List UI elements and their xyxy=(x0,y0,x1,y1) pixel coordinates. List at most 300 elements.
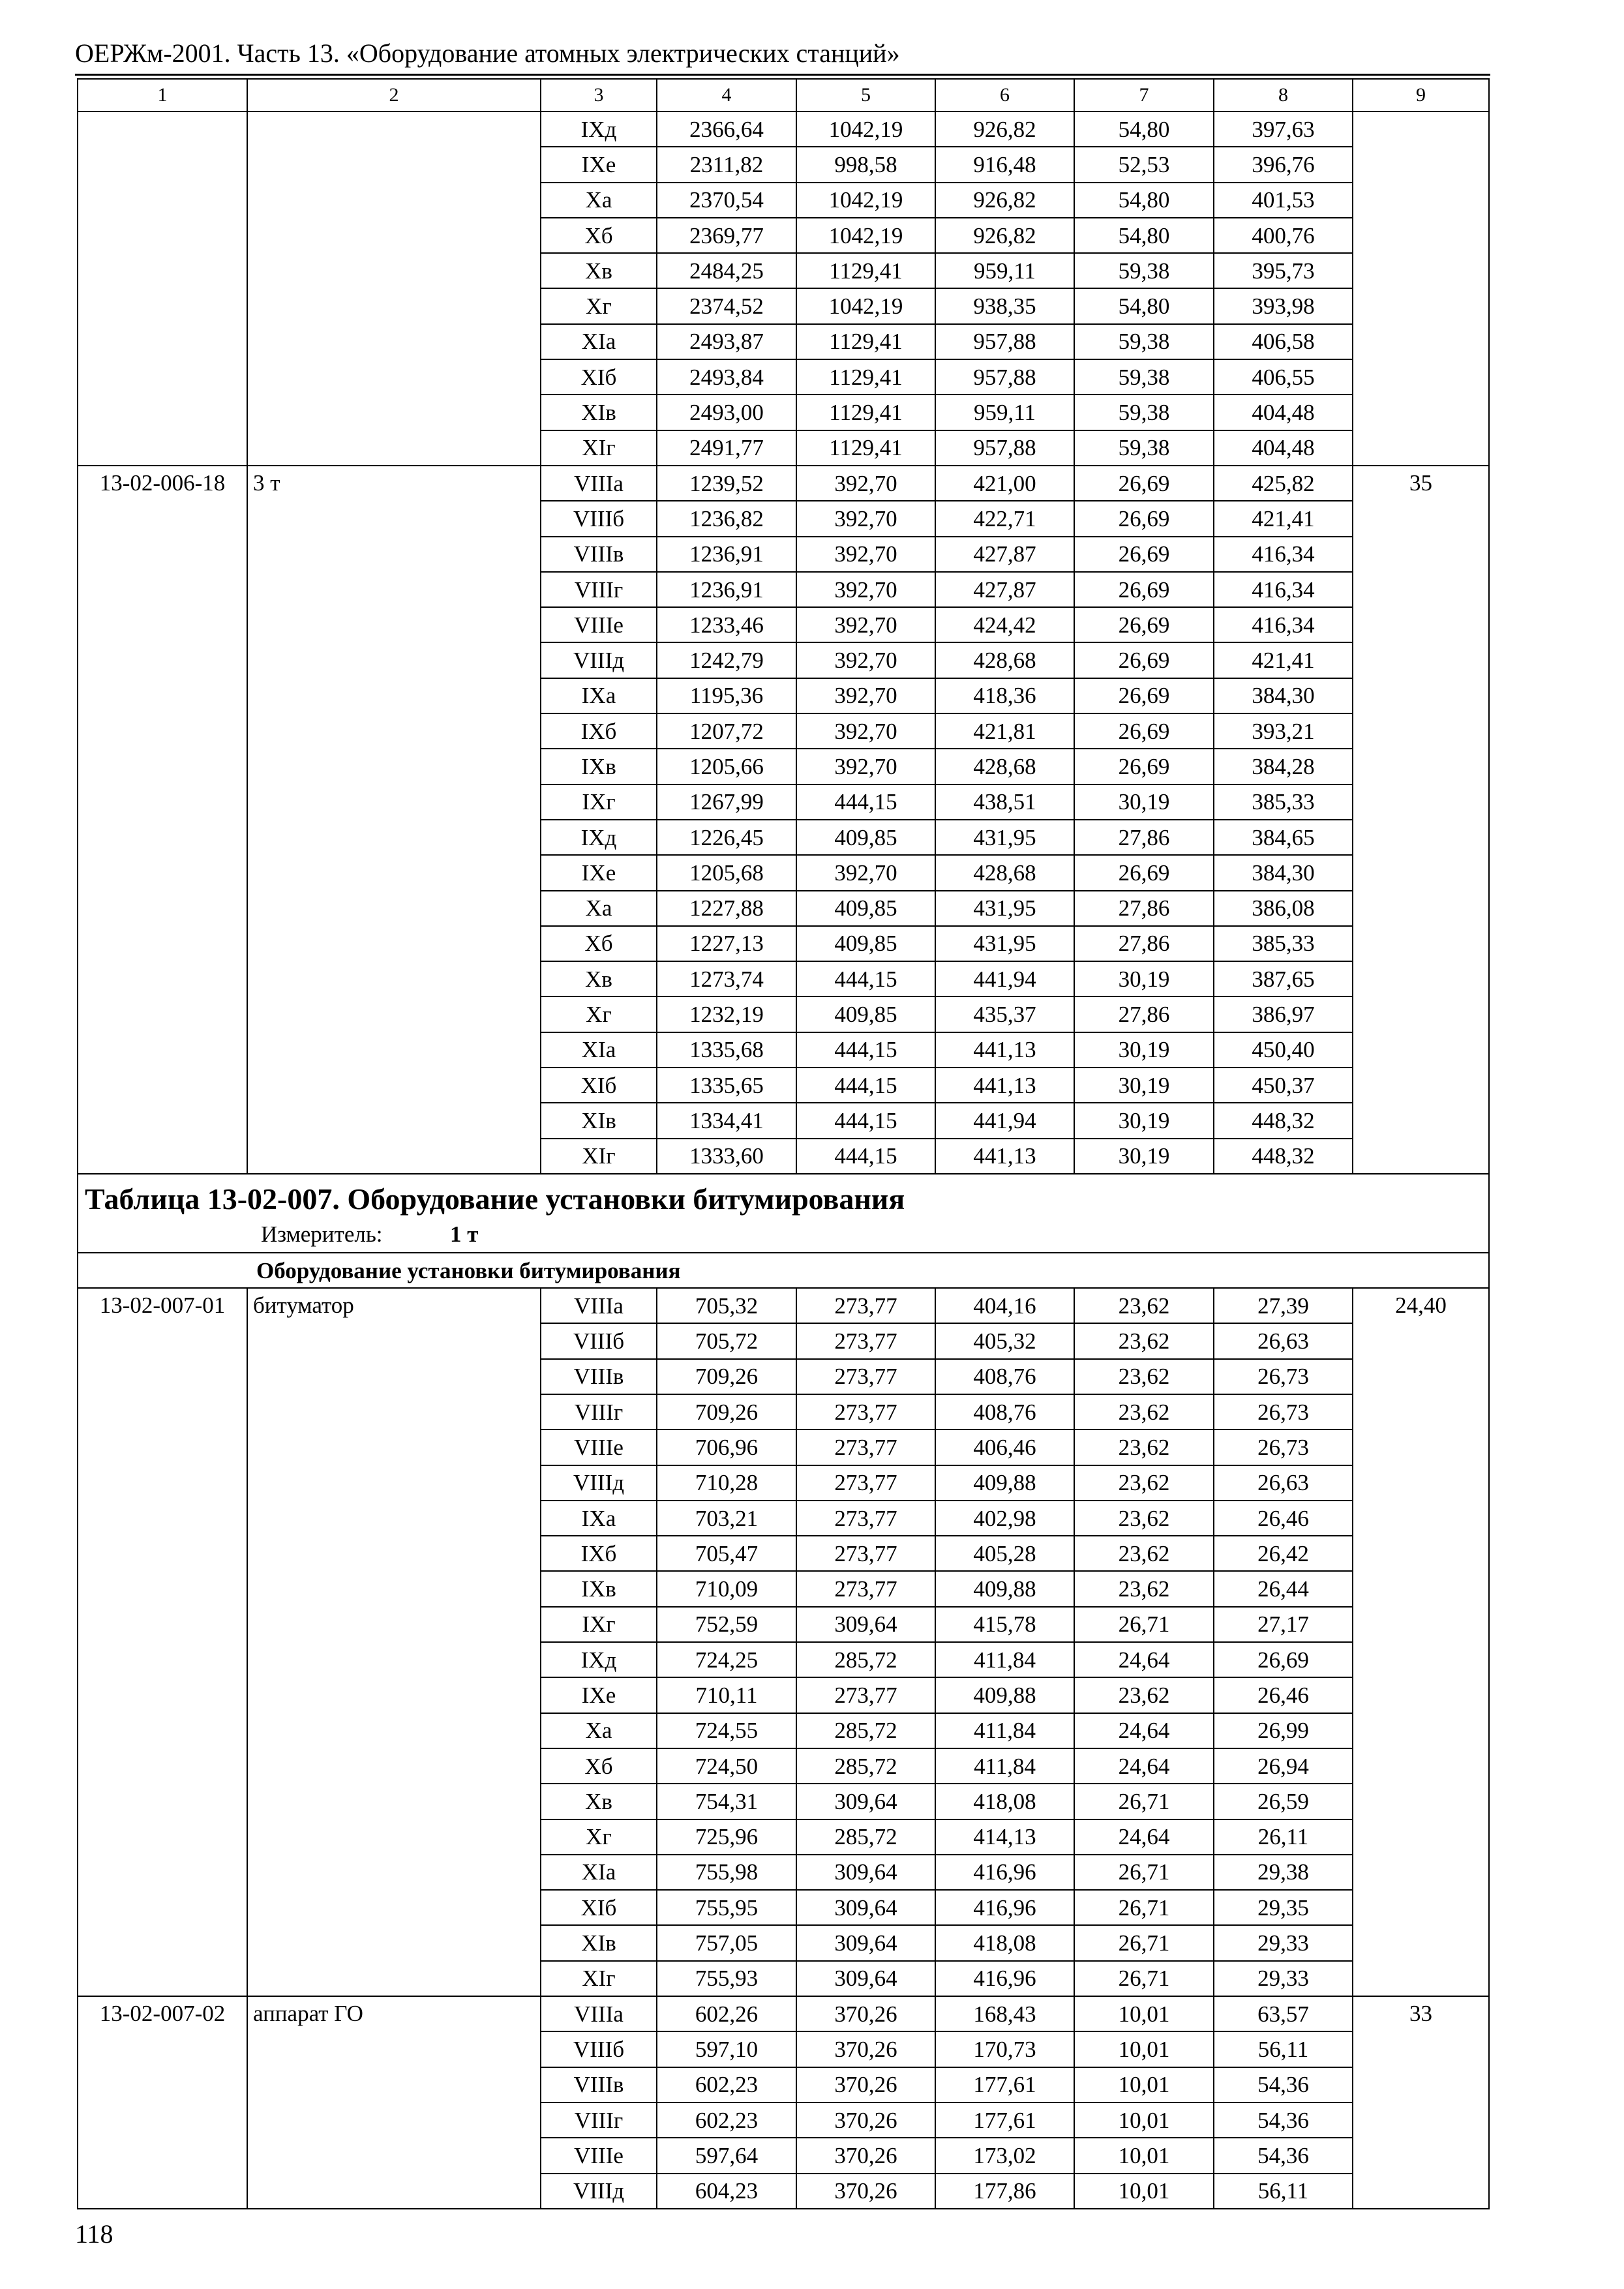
value-cell: 387,65 xyxy=(1214,961,1353,996)
value-cell: 392,70 xyxy=(796,572,935,607)
value-cell: 1236,82 xyxy=(657,501,796,536)
value-cell: 26,99 xyxy=(1214,1713,1353,1748)
value-cell: 27,86 xyxy=(1074,996,1214,1032)
value-cell: 309,64 xyxy=(796,1925,935,1960)
value-cell: 2493,87 xyxy=(657,324,796,359)
value-cell: 1267,99 xyxy=(657,785,796,820)
value-cell: 26,71 xyxy=(1074,1961,1214,1996)
value-cell: 709,26 xyxy=(657,1394,796,1429)
value-cell: 604,23 xyxy=(657,2174,796,2209)
table-row xyxy=(78,466,1489,501)
value-cell: 26,71 xyxy=(1074,1925,1214,1960)
document-header: ОЕРЖм-2001. Часть 13. «Оборудование атомных электрических станций» xyxy=(75,38,900,68)
zone-cell: VIIIг xyxy=(541,2102,657,2138)
value-cell: 1236,91 xyxy=(657,537,796,572)
value-cell: 370,26 xyxy=(796,2031,935,2067)
value-cell: 414,13 xyxy=(935,1819,1074,1855)
zone-cell: VIIIе xyxy=(541,1429,657,1465)
zone-cell: VIIIа xyxy=(541,1996,657,2031)
zone-cell: Xг xyxy=(541,1819,657,1855)
value-cell: 392,70 xyxy=(796,537,935,572)
value-cell: 26,69 xyxy=(1074,678,1214,713)
value-cell: 957,88 xyxy=(935,324,1074,359)
value-cell: 959,11 xyxy=(935,395,1074,430)
value-cell: 285,72 xyxy=(796,1642,935,1677)
value-cell: 1333,60 xyxy=(657,1139,796,1174)
value-cell: 404,48 xyxy=(1214,430,1353,466)
value-cell: 448,32 xyxy=(1214,1139,1353,1174)
zone-cell: IXе xyxy=(541,1677,657,1713)
value-cell: 52,53 xyxy=(1074,147,1214,182)
value-cell: 26,69 xyxy=(1074,466,1214,501)
value-cell: 1042,19 xyxy=(796,288,935,323)
value-cell: 1335,65 xyxy=(657,1068,796,1103)
value-cell: 424,42 xyxy=(935,607,1074,642)
value-cell: 411,84 xyxy=(935,1713,1074,1748)
zone-cell: IXг xyxy=(541,785,657,820)
value-cell: 2370,54 xyxy=(657,183,796,218)
value-cell: 54,36 xyxy=(1214,2102,1353,2138)
column-number: 5 xyxy=(796,79,935,112)
value-cell: 30,19 xyxy=(1074,1068,1214,1103)
value-cell: 386,97 xyxy=(1214,996,1353,1032)
value-cell: 26,71 xyxy=(1074,1855,1214,1890)
value-cell: 409,85 xyxy=(796,926,935,961)
value-cell: 392,70 xyxy=(796,855,935,890)
value-cell: 26,94 xyxy=(1214,1748,1353,1784)
name-cell: 3 т xyxy=(247,466,541,1174)
value-cell: 1042,19 xyxy=(796,218,935,253)
value-cell: 1335,68 xyxy=(657,1032,796,1068)
value-cell: 59,38 xyxy=(1074,430,1214,466)
value-cell: 1227,13 xyxy=(657,926,796,961)
value-cell: 1205,68 xyxy=(657,855,796,890)
value-cell: 26,42 xyxy=(1214,1536,1353,1571)
value-cell: 29,33 xyxy=(1214,1961,1353,1996)
value-cell: 26,69 xyxy=(1074,607,1214,642)
value-cell: 450,40 xyxy=(1214,1032,1353,1068)
value-cell: 27,86 xyxy=(1074,820,1214,855)
value-cell: 602,23 xyxy=(657,2102,796,2138)
value-cell: 26,69 xyxy=(1074,642,1214,678)
zone-cell: Xв xyxy=(541,253,657,288)
zone-cell: Xа xyxy=(541,1713,657,1748)
value-cell: 406,55 xyxy=(1214,359,1353,395)
zone-cell: IXв xyxy=(541,749,657,784)
value-cell: 416,96 xyxy=(935,1890,1074,1925)
value-cell: 406,58 xyxy=(1214,324,1353,359)
value-cell: 1334,41 xyxy=(657,1103,796,1138)
value-cell: 26,71 xyxy=(1074,1784,1214,1819)
value-cell: 285,72 xyxy=(796,1713,935,1748)
value-cell: 441,94 xyxy=(935,961,1074,996)
section-title-row xyxy=(78,1253,1489,1288)
value-cell: 24,64 xyxy=(1074,1748,1214,1784)
value-cell: 273,77 xyxy=(796,1429,935,1465)
zone-cell: XIг xyxy=(541,430,657,466)
header-divider xyxy=(75,74,1490,76)
value-cell: 757,05 xyxy=(657,1925,796,1960)
value-cell: 23,62 xyxy=(1074,1536,1214,1571)
value-cell: 385,33 xyxy=(1214,926,1353,961)
value-cell: 30,19 xyxy=(1074,1103,1214,1138)
value-cell: 273,77 xyxy=(796,1677,935,1713)
value-cell: 998,58 xyxy=(796,147,935,182)
value-cell: 26,71 xyxy=(1074,1607,1214,1642)
zone-cell: VIIIб xyxy=(541,1323,657,1358)
zone-cell: Xв xyxy=(541,961,657,996)
value-cell: 1129,41 xyxy=(796,253,935,288)
value-cell: 26,71 xyxy=(1074,1890,1214,1925)
value-cell: 23,62 xyxy=(1074,1323,1214,1358)
value-cell: 173,02 xyxy=(935,2138,1074,2173)
value-cell: 385,33 xyxy=(1214,785,1353,820)
value-cell: 30,19 xyxy=(1074,1139,1214,1174)
value-cell: 705,72 xyxy=(657,1323,796,1358)
zone-cell: XIв xyxy=(541,1925,657,1960)
value-cell: 724,55 xyxy=(657,1713,796,1748)
value-cell: 415,78 xyxy=(935,1607,1074,1642)
value-cell: 177,61 xyxy=(935,2102,1074,2138)
value-cell: 2311,82 xyxy=(657,147,796,182)
value-cell: 26,46 xyxy=(1214,1677,1353,1713)
table-row xyxy=(78,1996,1489,2031)
value-cell: 408,76 xyxy=(935,1394,1074,1429)
zone-cell: IXд xyxy=(541,112,657,147)
zone-cell: VIIIд xyxy=(541,1465,657,1501)
value-cell: 428,68 xyxy=(935,749,1074,784)
code-cell xyxy=(78,112,247,466)
value-cell: 27,86 xyxy=(1074,891,1214,926)
value-cell: 10,01 xyxy=(1074,2102,1214,2138)
value-cell: 926,82 xyxy=(935,112,1074,147)
zone-cell: VIIIе xyxy=(541,2138,657,2173)
col9-cell xyxy=(1353,112,1489,466)
column-number: 6 xyxy=(935,79,1074,112)
value-cell: 26,44 xyxy=(1214,1571,1353,1606)
table-title: Таблица 13-02-007. Оборудование установки битумирования xyxy=(85,1182,905,1216)
value-cell: 418,08 xyxy=(935,1925,1074,1960)
value-cell: 444,15 xyxy=(796,1068,935,1103)
value-cell: 402,98 xyxy=(935,1501,1074,1536)
value-cell: 273,77 xyxy=(796,1536,935,1571)
value-cell: 916,48 xyxy=(935,147,1074,182)
zone-cell: IXг xyxy=(541,1607,657,1642)
zone-cell: VIIIе xyxy=(541,607,657,642)
value-cell: 427,87 xyxy=(935,572,1074,607)
value-cell: 392,70 xyxy=(796,607,935,642)
value-cell: 384,65 xyxy=(1214,820,1353,855)
value-cell: 926,82 xyxy=(935,218,1074,253)
value-cell: 10,01 xyxy=(1074,2138,1214,2173)
value-cell: 431,95 xyxy=(935,926,1074,961)
zone-cell: IXа xyxy=(541,678,657,713)
value-cell: 54,80 xyxy=(1074,183,1214,218)
value-cell: 1239,52 xyxy=(657,466,796,501)
value-cell: 26,69 xyxy=(1074,855,1214,890)
zone-cell: XIб xyxy=(541,1068,657,1103)
value-cell: 409,88 xyxy=(935,1677,1074,1713)
column-number: 2 xyxy=(247,79,541,112)
value-cell: 26,46 xyxy=(1214,1501,1353,1536)
zone-cell: VIIIг xyxy=(541,572,657,607)
value-cell: 24,64 xyxy=(1074,1713,1214,1748)
zone-cell: XIа xyxy=(541,324,657,359)
zone-cell: IXд xyxy=(541,820,657,855)
value-cell: 416,34 xyxy=(1214,537,1353,572)
value-cell: 409,88 xyxy=(935,1465,1074,1501)
value-cell: 273,77 xyxy=(796,1571,935,1606)
value-cell: 406,46 xyxy=(935,1429,1074,1465)
value-cell: 926,82 xyxy=(935,183,1074,218)
value-cell: 54,80 xyxy=(1074,112,1214,147)
value-cell: 710,09 xyxy=(657,1571,796,1606)
table-title-cell xyxy=(78,1174,1489,1253)
value-cell: 959,11 xyxy=(935,253,1074,288)
value-cell: 448,32 xyxy=(1214,1103,1353,1138)
value-cell: 273,77 xyxy=(796,1394,935,1429)
value-cell: 26,69 xyxy=(1074,749,1214,784)
zone-cell: XIв xyxy=(541,1103,657,1138)
value-cell: 1042,19 xyxy=(796,183,935,218)
value-cell: 54,36 xyxy=(1214,2067,1353,2102)
value-cell: 422,71 xyxy=(935,501,1074,536)
value-cell: 418,36 xyxy=(935,678,1074,713)
value-cell: 56,11 xyxy=(1214,2031,1353,2067)
value-cell: 725,96 xyxy=(657,1819,796,1855)
value-cell: 384,28 xyxy=(1214,749,1353,784)
value-cell: 408,76 xyxy=(935,1359,1074,1394)
value-cell: 421,00 xyxy=(935,466,1074,501)
value-cell: 24,64 xyxy=(1074,1642,1214,1677)
meter-value: 1 т xyxy=(450,1221,479,1248)
zone-cell: VIIIв xyxy=(541,537,657,572)
value-cell: 26,69 xyxy=(1074,572,1214,607)
value-cell: 411,84 xyxy=(935,1748,1074,1784)
value-cell: 1042,19 xyxy=(796,112,935,147)
value-cell: 27,17 xyxy=(1214,1607,1353,1642)
value-cell: 170,73 xyxy=(935,2031,1074,2067)
value-cell: 1227,88 xyxy=(657,891,796,926)
value-cell: 705,32 xyxy=(657,1288,796,1323)
value-cell: 10,01 xyxy=(1074,1996,1214,2031)
zone-cell: Xа xyxy=(541,891,657,926)
value-cell: 597,64 xyxy=(657,2138,796,2173)
value-cell: 26,69 xyxy=(1214,1642,1353,1677)
value-cell: 285,72 xyxy=(796,1819,935,1855)
zone-cell: VIIIб xyxy=(541,2031,657,2067)
value-cell: 431,95 xyxy=(935,891,1074,926)
value-cell: 392,70 xyxy=(796,466,935,501)
value-cell: 2493,00 xyxy=(657,395,796,430)
value-cell: 30,19 xyxy=(1074,1032,1214,1068)
zone-cell: XIб xyxy=(541,359,657,395)
meter-line xyxy=(85,1221,1482,1252)
zone-cell: IXб xyxy=(541,1536,657,1571)
value-cell: 23,62 xyxy=(1074,1359,1214,1394)
value-cell: 2491,77 xyxy=(657,430,796,466)
value-cell: 411,84 xyxy=(935,1642,1074,1677)
zone-cell: VIIIв xyxy=(541,1359,657,1394)
value-cell: 392,70 xyxy=(796,678,935,713)
value-cell: 29,38 xyxy=(1214,1855,1353,1890)
value-cell: 724,25 xyxy=(657,1642,796,1677)
value-cell: 441,13 xyxy=(935,1068,1074,1103)
value-cell: 409,85 xyxy=(796,996,935,1032)
value-cell: 63,57 xyxy=(1214,1996,1353,2031)
value-cell: 444,15 xyxy=(796,1103,935,1138)
value-cell: 405,32 xyxy=(935,1323,1074,1358)
value-cell: 23,62 xyxy=(1074,1677,1214,1713)
value-cell: 309,64 xyxy=(796,1607,935,1642)
value-cell: 755,95 xyxy=(657,1890,796,1925)
value-cell: 2369,77 xyxy=(657,218,796,253)
value-cell: 370,26 xyxy=(796,1996,935,2031)
value-cell: 706,96 xyxy=(657,1429,796,1465)
value-cell: 438,51 xyxy=(935,785,1074,820)
value-cell: 54,80 xyxy=(1074,218,1214,253)
value-cell: 26,11 xyxy=(1214,1819,1353,1855)
zone-cell: Xг xyxy=(541,288,657,323)
value-cell: 59,38 xyxy=(1074,395,1214,430)
value-cell: 397,63 xyxy=(1214,112,1353,147)
value-cell: 54,80 xyxy=(1074,288,1214,323)
value-cell: 370,26 xyxy=(796,2102,935,2138)
value-cell: 400,76 xyxy=(1214,218,1353,253)
zone-cell: IXд xyxy=(541,1642,657,1677)
value-cell: 309,64 xyxy=(796,1890,935,1925)
col9-cell: 33 xyxy=(1353,1996,1489,2209)
value-cell: 1242,79 xyxy=(657,642,796,678)
value-cell: 705,47 xyxy=(657,1536,796,1571)
value-cell: 27,86 xyxy=(1074,926,1214,961)
value-cell: 273,77 xyxy=(796,1288,935,1323)
value-cell: 59,38 xyxy=(1074,359,1214,395)
column-number: 4 xyxy=(657,79,796,112)
value-cell: 409,85 xyxy=(796,891,935,926)
value-cell: 27,39 xyxy=(1214,1288,1353,1323)
value-cell: 421,41 xyxy=(1214,501,1353,536)
value-cell: 709,26 xyxy=(657,1359,796,1394)
value-cell: 392,70 xyxy=(796,713,935,749)
value-cell: 392,70 xyxy=(796,642,935,678)
section-title: Оборудование установки битумирования xyxy=(78,1253,1489,1288)
value-cell: 23,62 xyxy=(1074,1571,1214,1606)
value-cell: 1129,41 xyxy=(796,430,935,466)
value-cell: 10,01 xyxy=(1074,2031,1214,2067)
value-cell: 444,15 xyxy=(796,1032,935,1068)
value-cell: 1226,45 xyxy=(657,820,796,855)
value-cell: 370,26 xyxy=(796,2138,935,2173)
value-cell: 1129,41 xyxy=(796,324,935,359)
value-cell: 428,68 xyxy=(935,642,1074,678)
value-cell: 752,59 xyxy=(657,1607,796,1642)
value-cell: 2366,64 xyxy=(657,112,796,147)
value-cell: 401,53 xyxy=(1214,183,1353,218)
zone-cell: Xг xyxy=(541,996,657,1032)
value-cell: 404,48 xyxy=(1214,395,1353,430)
value-cell: 26,63 xyxy=(1214,1323,1353,1358)
value-cell: 938,35 xyxy=(935,288,1074,323)
value-cell: 370,26 xyxy=(796,2067,935,2102)
zone-cell: IXв xyxy=(541,1571,657,1606)
value-cell: 2374,52 xyxy=(657,288,796,323)
value-cell: 421,41 xyxy=(1214,642,1353,678)
code-cell: 13-02-006-18 xyxy=(78,466,247,1174)
value-cell: 23,62 xyxy=(1074,1394,1214,1429)
table-row xyxy=(78,112,1489,147)
value-cell: 26,73 xyxy=(1214,1429,1353,1465)
value-cell: 1207,72 xyxy=(657,713,796,749)
value-cell: 421,81 xyxy=(935,713,1074,749)
column-number: 3 xyxy=(541,79,657,112)
value-cell: 392,70 xyxy=(796,749,935,784)
value-cell: 393,21 xyxy=(1214,713,1353,749)
value-cell: 597,10 xyxy=(657,2031,796,2067)
code-cell: 13-02-007-02 xyxy=(78,1996,247,2209)
value-cell: 428,68 xyxy=(935,855,1074,890)
value-cell: 724,50 xyxy=(657,1748,796,1784)
value-cell: 23,62 xyxy=(1074,1429,1214,1465)
value-cell: 384,30 xyxy=(1214,678,1353,713)
value-cell: 754,31 xyxy=(657,1784,796,1819)
column-number: 8 xyxy=(1214,79,1353,112)
value-cell: 24,64 xyxy=(1074,1819,1214,1855)
value-cell: 425,82 xyxy=(1214,466,1353,501)
zone-cell: XIв xyxy=(541,395,657,430)
value-cell: 405,28 xyxy=(935,1536,1074,1571)
value-cell: 29,33 xyxy=(1214,1925,1353,1960)
zone-cell: XIа xyxy=(541,1032,657,1068)
value-cell: 273,77 xyxy=(796,1359,935,1394)
value-cell: 26,69 xyxy=(1074,501,1214,536)
value-cell: 29,35 xyxy=(1214,1890,1353,1925)
value-cell: 602,23 xyxy=(657,2067,796,2102)
value-cell: 10,01 xyxy=(1074,2067,1214,2102)
value-cell: 1236,91 xyxy=(657,572,796,607)
value-cell: 435,37 xyxy=(935,996,1074,1032)
value-cell: 273,77 xyxy=(796,1501,935,1536)
value-cell: 393,98 xyxy=(1214,288,1353,323)
value-cell: 404,16 xyxy=(935,1288,1074,1323)
column-number: 7 xyxy=(1074,79,1214,112)
column-number: 9 xyxy=(1353,79,1489,112)
value-cell: 396,76 xyxy=(1214,147,1353,182)
value-cell: 444,15 xyxy=(796,961,935,996)
value-cell: 370,26 xyxy=(796,2174,935,2209)
value-cell: 285,72 xyxy=(796,1748,935,1784)
value-cell: 56,11 xyxy=(1214,2174,1353,2209)
value-cell: 54,36 xyxy=(1214,2138,1353,2173)
zone-cell: Xа xyxy=(541,183,657,218)
value-cell: 755,98 xyxy=(657,1855,796,1890)
value-cell: 441,13 xyxy=(935,1032,1074,1068)
value-cell: 1195,36 xyxy=(657,678,796,713)
column-number-row xyxy=(78,79,1489,112)
zone-cell: XIа xyxy=(541,1855,657,1890)
value-cell: 710,28 xyxy=(657,1465,796,1501)
value-cell: 1232,19 xyxy=(657,996,796,1032)
value-cell: 1129,41 xyxy=(796,395,935,430)
value-cell: 309,64 xyxy=(796,1784,935,1819)
value-cell: 416,96 xyxy=(935,1855,1074,1890)
value-cell: 1129,41 xyxy=(796,359,935,395)
value-cell: 273,77 xyxy=(796,1323,935,1358)
value-cell: 450,37 xyxy=(1214,1068,1353,1103)
value-cell: 755,93 xyxy=(657,1961,796,1996)
value-cell: 23,62 xyxy=(1074,1501,1214,1536)
value-cell: 26,73 xyxy=(1214,1359,1353,1394)
